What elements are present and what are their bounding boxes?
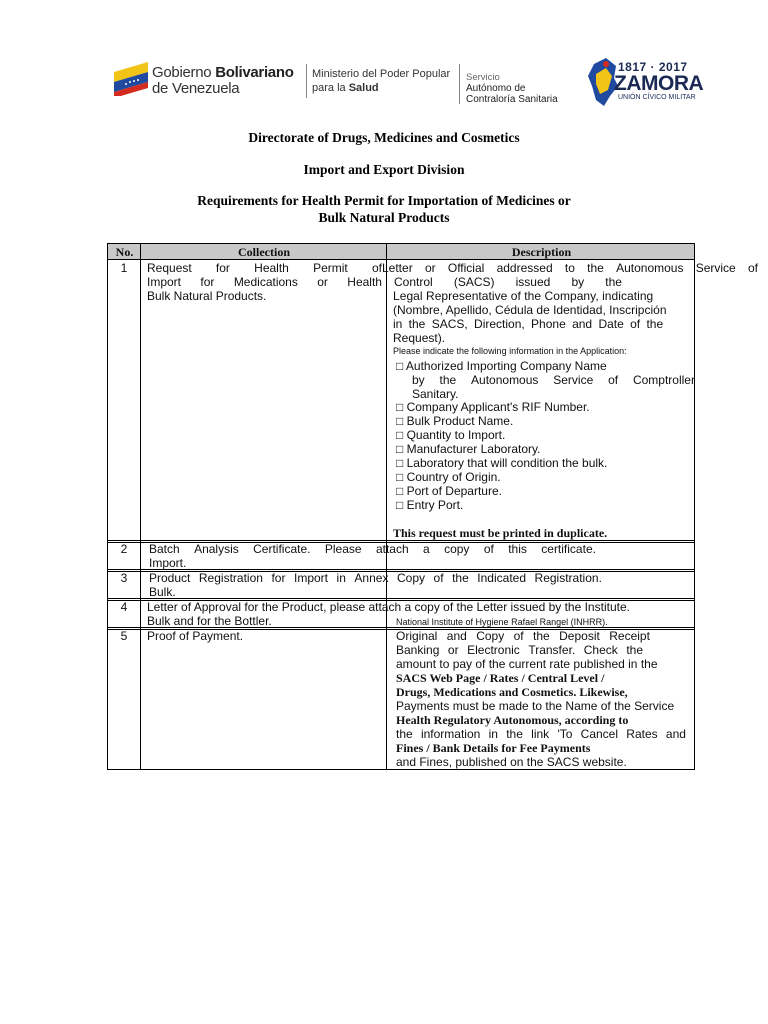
row4-line2: Bulk and for the Bottler. bbox=[147, 614, 272, 628]
checkbox-icon: □ bbox=[396, 428, 404, 442]
row1-desc-line3: Legal Representative of the Company, indicating bbox=[393, 289, 654, 303]
ministerio-line1: Ministerio del Poder Popular bbox=[312, 68, 451, 80]
row1-item: □ Bulk Product Name. bbox=[396, 414, 514, 428]
checkbox-icon: □ bbox=[396, 484, 404, 498]
servicio-line2: Autónomo de bbox=[466, 83, 526, 94]
row5-desc-line6: Payments must be made to the Name of the Service bbox=[396, 699, 675, 713]
row-divider bbox=[108, 540, 694, 541]
row1-item: □ Company Applicant's RIF Number. bbox=[396, 400, 590, 414]
row5-desc-line1: Original and Copy of the Deposit Receipt bbox=[396, 629, 650, 643]
row2-line1: Batch Analysis Certificate. Please attach a copy of this certificate. bbox=[149, 542, 596, 556]
row5-collection: Proof of Payment. bbox=[147, 629, 244, 643]
checkbox-icon: □ bbox=[396, 359, 404, 373]
column-divider bbox=[386, 244, 387, 769]
row1-desc-line6: Request). bbox=[393, 331, 446, 345]
checkbox-icon: □ bbox=[396, 442, 404, 456]
requirements-table bbox=[107, 243, 758, 770]
row1-item: □ Port of Departure. bbox=[396, 484, 502, 498]
row2-number: 2 bbox=[120, 542, 128, 556]
row1-note: Please indicate the following information in the Application: bbox=[393, 346, 627, 356]
row1-item: □ Entry Port. bbox=[396, 498, 464, 512]
row5-desc-line10: and Fines, published on the SACS website. bbox=[396, 755, 627, 769]
row1-item: □ Country of Origin. bbox=[396, 470, 501, 484]
row3-number: 3 bbox=[120, 571, 128, 585]
column-divider bbox=[140, 244, 141, 769]
row5-desc-line3: amount to pay of the current rate published in the bbox=[396, 657, 658, 671]
division-title: Import and Export Division bbox=[303, 162, 465, 177]
row1-desc-line5: in the SACS, Direction, Phone and Date of the bbox=[393, 317, 664, 331]
ministerio-line2: para la Salud bbox=[312, 82, 379, 94]
row3-line1: Product Registration for Import in Annex Copy of the Indicated Registration. bbox=[149, 571, 602, 585]
header-description: Description bbox=[511, 245, 572, 259]
zamora-years: 1817 · 2017 bbox=[618, 60, 688, 74]
row3-line2: Bulk. bbox=[149, 585, 176, 599]
gobierno-line2: de Venezuela bbox=[152, 80, 240, 97]
row1-desc-line2: Control (SACS) issued by the bbox=[394, 275, 622, 289]
row4-number: 4 bbox=[120, 600, 128, 614]
checkbox-icon: □ bbox=[396, 456, 404, 470]
row5-desc-line9: Fines / Bank Details for Fee Payments bbox=[396, 741, 591, 755]
row4-line1: Letter of Approval for the Product, please attach a copy of the Letter issued by the Institute. bbox=[147, 600, 630, 614]
row-divider bbox=[108, 598, 694, 599]
checkbox-icon: □ bbox=[396, 400, 404, 414]
row1-collection-line2: Import for Medications or Health bbox=[147, 275, 382, 289]
row5-desc-line2: Banking or Electronic Transfer. Check the bbox=[396, 643, 643, 657]
row1-item1-line3: Sanitary. bbox=[412, 387, 459, 401]
row5-desc-line8: the information in the link 'To Cancel Rates and bbox=[396, 727, 686, 741]
row1-number: 1 bbox=[120, 261, 128, 275]
header-logos bbox=[114, 54, 704, 110]
requirements-title-line1: Requirements for Health Permit for Importation of Medicines or bbox=[197, 193, 571, 208]
venezuela-flag-icon bbox=[114, 58, 148, 96]
row1-desc-line4: (Nombre, Apellido, Cédula de Identidad, Inscripción bbox=[393, 303, 667, 317]
row5-number: 5 bbox=[120, 629, 128, 643]
row1-item: □ Manufacturer Laboratory. bbox=[396, 442, 541, 456]
header-collection: Collection bbox=[238, 245, 290, 259]
requirements-title-line2: Bulk Natural Products bbox=[318, 210, 450, 225]
row1-item: □ Laboratory that will condition the bulk. bbox=[396, 456, 608, 470]
row2-line2: Import. bbox=[149, 556, 187, 570]
row1-collection-line1: Request for Health Permit of bbox=[147, 261, 382, 275]
checkbox-icon: □ bbox=[396, 498, 404, 512]
row5-desc-line5: Drugs, Medications and Cosmetics. Likewise, bbox=[396, 685, 628, 699]
checkbox-icon: □ bbox=[396, 470, 404, 484]
row1-collection-line3: Bulk Natural Products. bbox=[147, 289, 267, 303]
row4-institute: National Institute of Hygiene Rafael Rangel (INHRR). bbox=[396, 617, 608, 627]
zamora-name: ZAMORA bbox=[614, 72, 704, 95]
row1-item1-line2: by the Autonomous Service of Comptroller bbox=[412, 373, 695, 387]
row5-desc-line4: SACS Web Page / Rates / Central Level / bbox=[396, 671, 605, 685]
row1-letter-line: Letter or Official addressed to the Autonomous Service of bbox=[382, 261, 758, 275]
row1-item: □ Quantity to Import. bbox=[396, 428, 506, 442]
servicio-line1: Servicio bbox=[466, 72, 500, 83]
row-divider bbox=[108, 569, 694, 570]
gobierno-line1: Gobierno Bolivariano bbox=[152, 64, 294, 81]
row1-item1-line1: □ Authorized Importing Company Name bbox=[396, 359, 607, 373]
zamora-subtitle: UNIÓN CÍVICO MILITAR bbox=[618, 94, 696, 101]
servicio-line3: Contraloría Sanitaria bbox=[466, 94, 558, 105]
logo-separator bbox=[306, 64, 307, 98]
logo-separator bbox=[459, 64, 460, 104]
checkbox-icon: □ bbox=[396, 414, 404, 428]
header-no: No. bbox=[115, 245, 134, 259]
directorate-title: Directorate of Drugs, Medicines and Cosmetics bbox=[248, 130, 520, 145]
row1-duplicate-note: This request must be printed in duplicate. bbox=[393, 526, 608, 540]
row5-desc-line7: Health Regulatory Autonomous, according to bbox=[396, 713, 629, 727]
